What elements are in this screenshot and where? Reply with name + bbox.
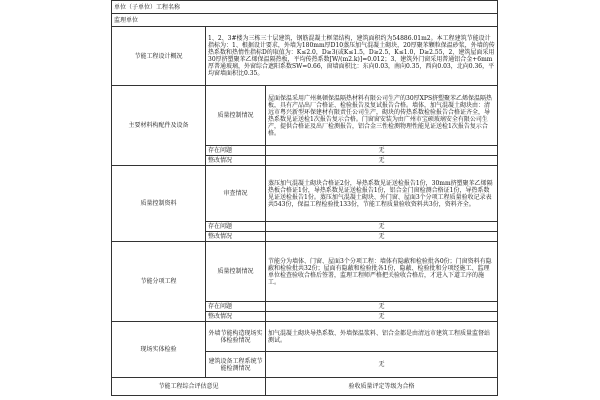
footer-value: 验收质量评定等级为合格 [266, 378, 498, 396]
qcdocs-rect-label: 整改情况 [206, 232, 266, 242]
onsite-equip-value: 无 [266, 352, 498, 378]
qcdocs-rect-value: 无 [266, 232, 498, 242]
supervisor-label: 监理单位 [112, 14, 498, 27]
subitems-issues-label: 存在问题 [206, 302, 266, 312]
subitems-qc-text: 节能分为墙体、门窗、屋面3个分项工程：墙体有隐蔽和检验批各0份；门窗资料有隐蔽和检验批共32份；屋面有隐蔽和检验批各1份，隐蔽、检验批和分项经施工、监理单位检查验收合格后签署，监理工程师严格把关验收合格后，才进入下道工序的施工。 [266, 242, 498, 302]
materials-issues-label: 存在问题 [206, 146, 266, 156]
unit-row [112, 1, 498, 14]
onsite-equip-label: 建筑设备工程系统节能检测情况 [206, 352, 266, 378]
subitems-qc-label: 质量控制情况 [206, 242, 266, 302]
qcdocs-issues-value: 无 [266, 222, 498, 232]
onsite-wall-label: 外墙节能构造现场实体检验情况 [206, 322, 266, 352]
materials-rect-label: 整改情况 [206, 156, 266, 166]
onsite-wall-row [112, 322, 498, 352]
design-row [112, 27, 498, 86]
form-table [111, 0, 498, 396]
materials-qc-label: 质量控制情况 [206, 86, 266, 146]
qcdocs-label: 质量控制资料 [112, 166, 206, 242]
subitems-rect-value: 无 [266, 312, 498, 322]
energy-acceptance-form [111, 0, 497, 400]
footer-row [112, 378, 498, 396]
subitems-issues-value: 无 [266, 302, 498, 312]
materials-rect-value: 无 [266, 156, 498, 166]
materials-qc-row [112, 86, 498, 146]
qcdocs-review-label: 审查情况 [206, 166, 266, 222]
qcdocs-review-text: 蒸压加气混凝土砌块合格证2份，导热系数见证送检报告1份，30mm挤塑聚苯乙烯隔热板合格证1份，导热系数见证送检报告1份，铝合金门窗检测合格证1份，导热系数见证送检报告1份。蒸压加气混凝土砌块、外门窗、屋面3个分项工程质量验收记录表共543份，保温工程检验批133份，节能工程质量验收资料共3份，资料齐全。 [266, 166, 498, 222]
materials-qc-text: 屋面保温采用广州奥顿保温隔热材料有限公司生产的30厚XPS挤塑聚苯乙烯保温隔热板，具有产品出厂合格证、检验报告及复试报告合格。墙体，加气混凝土砌块由：清远市粤兴新型环保建材有限责任公司生产，砌块的传热系数检验报告合格证齐全，导热系数见证送检1次报告复示合格。门窗窗安装为由广州市宝硕玻璃安全有限公司生产，提供合格证及出厂检测报告，铝合金三性检测物理性能见证送检1次报告复示合格。 [266, 86, 498, 146]
design-text: 1、2、3#楼为三栋三十层建筑，钢筋混凝土框架结构，建筑面积约为54886.01m2。本工程建筑节能设计指标为：1、根据设计要求，外墙为180mm厚D10蒸压加气混凝土砌块，20厚聚苯颗粒保温砂浆，外墙的传热系数和热惰性指标D的取值为：K≤2.0，D≥3(或K≤1.5，D≥2.5，K≤1.0，D≥2.55，2、建筑屋面采用30厚挤塑聚苯乙烯保温隔热板，平均传热系数[W/(m2.k)]=0.012；3、建筑外门窗采用普通铝合金+6mm厚普通玻璃，外窗综合遮阳系数SW=0.66，窗墙面积比：东向0.03，南向0.35，西向0.03，北向0.36，平均窗墙面积比0.35。 [206, 27, 498, 86]
qcdocs-issues-label: 存在问题 [206, 222, 266, 232]
onsite-label: 现场实体检验 [112, 322, 206, 378]
materials-issues-value: 无 [266, 146, 498, 156]
onsite-wall-text: 加气混凝土砌块导热系数、外墙保温浆料、铝合金都是由清远市建筑工程质量监督站测试。 [266, 322, 498, 352]
supervisor-row [112, 14, 498, 27]
unit-name-label: 单位（子单位）工程名称 [112, 1, 498, 14]
design-label: 节能工程设计概况 [112, 27, 206, 86]
subitems-rect-label: 整改情况 [206, 312, 266, 322]
qcdocs-review-row [112, 166, 498, 222]
materials-label: 主要材料构配件及设备 [112, 86, 206, 166]
subitems-label: 节能分项工程 [112, 242, 206, 322]
footer-label: 节能工程综合评估意见 [112, 378, 266, 396]
subitems-qc-row [112, 242, 498, 302]
